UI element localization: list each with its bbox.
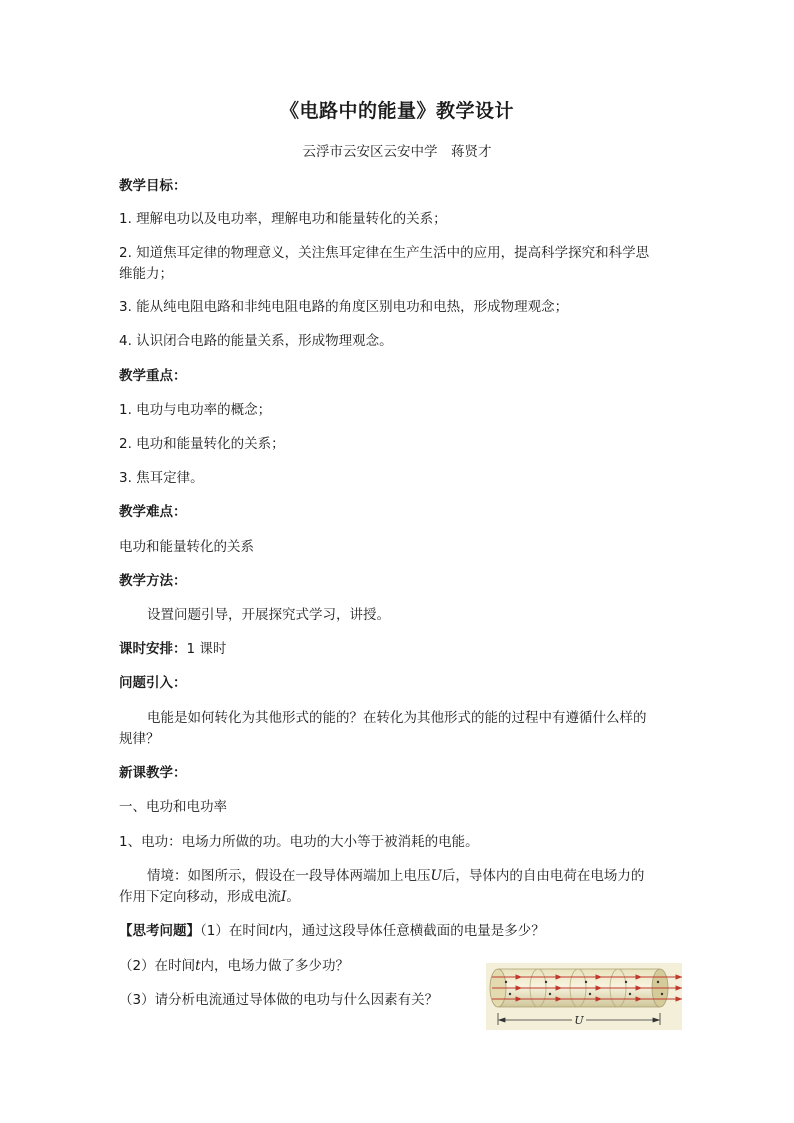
- method-text: 设置问题引导，开展探究式学习，讲授。: [147, 607, 390, 623]
- document-title: 《电路中的能量》教学设计: [279, 100, 514, 122]
- scenario-line1: [147, 866, 707, 886]
- author-line: 云浮市云安区云安中学 蒋贤才: [302, 144, 492, 160]
- objectives-heading: 教学目标：: [119, 178, 187, 194]
- objective-item: 1. 理解电功以及电功率，理解电功和能量转化的关系；: [119, 211, 447, 227]
- think-label: 【思考问题】: [119, 923, 200, 939]
- key-point-item: 1. 电功与电功率的概念；: [119, 402, 272, 418]
- key-points-heading: 教学重点：: [119, 368, 187, 384]
- scenario-text: 作用下定向移动，形成电流: [119, 889, 281, 905]
- question-1: [119, 921, 679, 941]
- voltage-symbol: U: [430, 868, 442, 884]
- question-text: 内，电场力做了多少功？: [200, 958, 350, 974]
- objective-item: 2. 知道焦耳定律的物理意义，关注焦耳定律在生产生活中的应用，提高科学探究和科学思: [119, 245, 650, 261]
- objective-item: 3. 能从纯电阻电路和非纯电阻电路的角度区别电功和电热，形成物理观念；: [119, 299, 569, 315]
- section-heading: 一、电功和电功率: [119, 799, 227, 815]
- electric-work-definition: 1、电功：电场力所做的功。电功的大小等于被消耗的电能。: [119, 834, 479, 850]
- current-symbol: I: [281, 889, 287, 905]
- question-text: 内，通过这段导体任意横截面的电量是多少？: [274, 923, 545, 939]
- difficulty-heading: 教学难点：: [119, 504, 187, 520]
- question-3: （3）请分析电流通过导体做的电功与什么因素有关？: [119, 992, 439, 1008]
- time-symbol: t: [269, 923, 275, 939]
- scenario-line2: [119, 887, 679, 907]
- schedule-text: 1 课时: [186, 641, 227, 657]
- objective-item: 维能力；: [119, 266, 173, 282]
- voltage-label: U: [574, 1014, 584, 1027]
- method-heading: 教学方法：: [119, 573, 187, 589]
- time-symbol: t: [195, 958, 201, 974]
- scenario-text: 情境：如图所示，假设在一段导体两端加上电压: [147, 868, 431, 884]
- objective-item: 4. 认识闭合电路的能量关系，形成物理观念。: [119, 333, 393, 349]
- intro-heading: 问题引入：: [119, 675, 187, 691]
- conductor-figure: [486, 963, 682, 1030]
- scenario-text: 。: [286, 889, 300, 905]
- question-text: （1）在时间: [200, 923, 270, 939]
- intro-text-line2: 规律？: [119, 731, 160, 747]
- new-lesson-heading: 新课教学：: [119, 765, 187, 781]
- intro-text-line1: 电能是如何转化为其他形式的能的？在转化为其他形式的能的过程中有遵循什么样的: [147, 710, 647, 726]
- scenario-text: 后，导体内的自由电荷在电场力的: [441, 868, 645, 884]
- schedule-line: [119, 639, 679, 659]
- schedule-heading: 课时安排：: [119, 641, 187, 657]
- question-text: （2）在时间: [119, 958, 196, 974]
- key-point-item: 2. 电功和能量转化的关系；: [119, 436, 285, 452]
- key-point-item: 3. 焦耳定律。: [119, 470, 204, 486]
- difficulty-text: 电功和能量转化的关系: [119, 539, 254, 555]
